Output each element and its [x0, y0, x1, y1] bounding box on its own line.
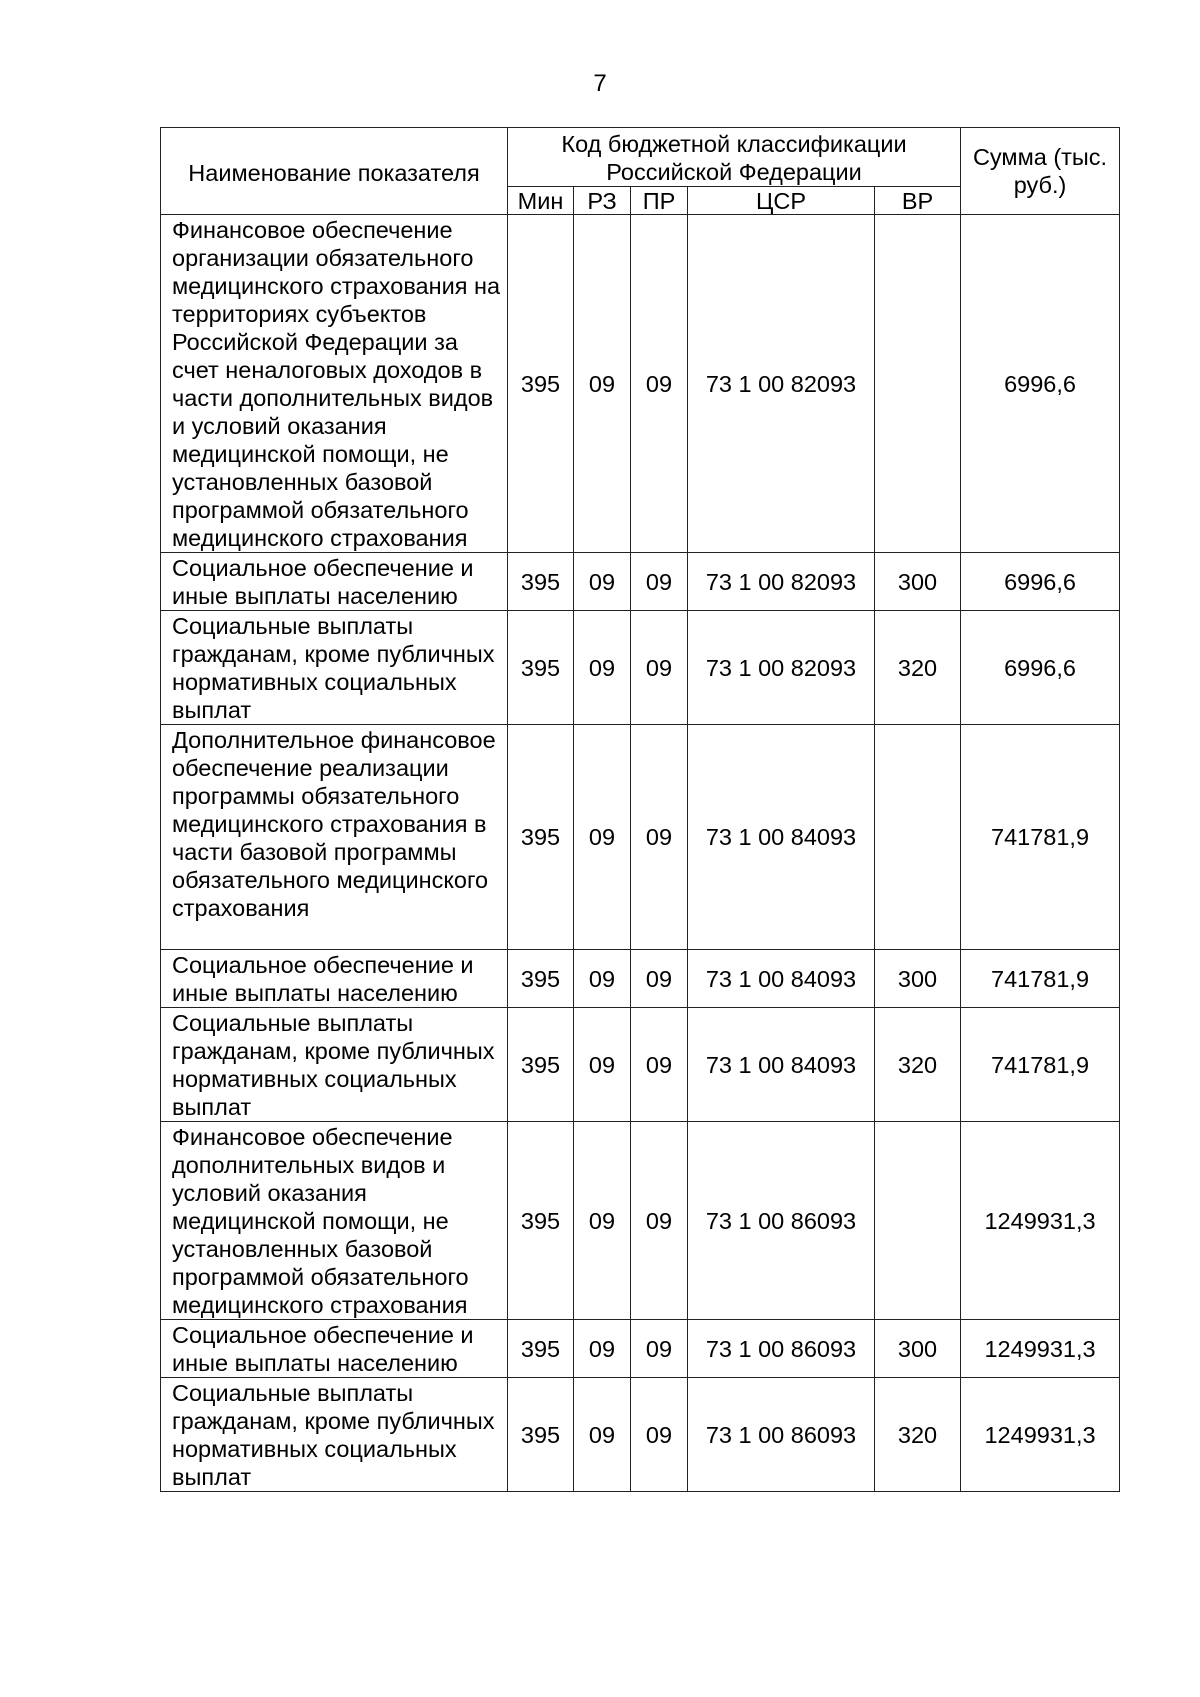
- row-rz: 09: [574, 725, 631, 950]
- row-sum: 1249931,3: [961, 1122, 1120, 1320]
- row-min: 395: [508, 1320, 574, 1378]
- header-csr: ЦСР: [688, 187, 875, 215]
- row-vr: [875, 725, 961, 950]
- row-rz: 09: [574, 553, 631, 611]
- row-vr: 300: [875, 950, 961, 1008]
- row-vr: 320: [875, 1378, 961, 1492]
- row-csr: 73 1 00 86093: [688, 1378, 875, 1492]
- row-min: 395: [508, 725, 574, 950]
- row-name: Социальное обеспечение и иные выплаты населению: [161, 1320, 508, 1378]
- row-rz: 09: [574, 1378, 631, 1492]
- row-csr: 73 1 00 84093: [688, 950, 875, 1008]
- header-code-group: Код бюджетной классификации Российской Федерации: [508, 128, 961, 187]
- page-number: 7: [593, 70, 607, 97]
- row-pr: 09: [631, 611, 688, 725]
- row-pr: 09: [631, 1122, 688, 1320]
- row-pr: 09: [631, 1378, 688, 1492]
- header-name: Наименование показателя: [161, 128, 508, 215]
- row-min: 395: [508, 1122, 574, 1320]
- row-sum: 1249931,3: [961, 1320, 1120, 1378]
- budget-table: [160, 127, 1120, 1492]
- row-sum: 741781,9: [961, 950, 1120, 1008]
- table-row: [161, 950, 1120, 1008]
- row-name: Социальное обеспечение и иные выплаты населению: [161, 950, 508, 1008]
- table-row: [161, 725, 1120, 950]
- row-name: Дополнительное финансовое обеспечение реализации программы обязательного медицинского страхования в части базовой программы обязательного медицинского страхования: [161, 725, 508, 950]
- row-min: 395: [508, 215, 574, 553]
- row-sum: 741781,9: [961, 725, 1120, 950]
- row-name: Финансовое обеспечение организации обязательного медицинского страхования на территориях субъектов Российской Федерации за счет неналоговых доходов в части дополнительных видов и условий оказания медицинской помощи, не установленных базовой программой обязательного медицинского страхования: [161, 215, 508, 553]
- header-rz: РЗ: [574, 187, 631, 215]
- row-pr: 09: [631, 1008, 688, 1122]
- row-pr: 09: [631, 1320, 688, 1378]
- row-min: 395: [508, 950, 574, 1008]
- header-vr: ВР: [875, 187, 961, 215]
- row-rz: 09: [574, 215, 631, 553]
- row-csr: 73 1 00 82093: [688, 215, 875, 553]
- row-vr: 320: [875, 1008, 961, 1122]
- row-vr: [875, 215, 961, 553]
- row-name: Социальные выплаты гражданам, кроме публичных нормативных социальных выплат: [161, 1378, 508, 1492]
- row-name: Финансовое обеспечение дополнительных видов и условий оказания медицинской помощи, не установленных базовой программой обязательного медицинского страхования: [161, 1122, 508, 1320]
- row-name: Социальные выплаты гражданам, кроме публичных нормативных социальных выплат: [161, 611, 508, 725]
- row-name: Социальное обеспечение и иные выплаты населению: [161, 553, 508, 611]
- row-vr: [875, 1122, 961, 1320]
- row-rz: 09: [574, 1122, 631, 1320]
- row-rz: 09: [574, 611, 631, 725]
- row-pr: 09: [631, 215, 688, 553]
- row-min: 395: [508, 553, 574, 611]
- row-csr: 73 1 00 84093: [688, 725, 875, 950]
- table-row: [161, 611, 1120, 725]
- row-min: 395: [508, 611, 574, 725]
- row-sum: 6996,6: [961, 611, 1120, 725]
- table-row: [161, 215, 1120, 553]
- row-min: 395: [508, 1378, 574, 1492]
- row-sum: 741781,9: [961, 1008, 1120, 1122]
- row-sum: 1249931,3: [961, 1378, 1120, 1492]
- row-csr: 73 1 00 82093: [688, 553, 875, 611]
- row-csr: 73 1 00 84093: [688, 1008, 875, 1122]
- row-rz: 09: [574, 1008, 631, 1122]
- row-pr: 09: [631, 725, 688, 950]
- table-row: [161, 1378, 1120, 1492]
- row-pr: 09: [631, 553, 688, 611]
- table-row: [161, 1008, 1120, 1122]
- row-csr: 73 1 00 86093: [688, 1320, 875, 1378]
- table-row: [161, 1320, 1120, 1378]
- row-sum: 6996,6: [961, 553, 1120, 611]
- row-csr: 73 1 00 86093: [688, 1122, 875, 1320]
- row-csr: 73 1 00 82093: [688, 611, 875, 725]
- row-min: 395: [508, 1008, 574, 1122]
- row-rz: 09: [574, 1320, 631, 1378]
- header-min: Мин: [508, 187, 574, 215]
- table-row: [161, 1122, 1120, 1320]
- row-rz: 09: [574, 950, 631, 1008]
- header-pr: ПР: [631, 187, 688, 215]
- header-sum: Сумма (тыс. руб.): [961, 128, 1120, 215]
- row-vr: 300: [875, 553, 961, 611]
- row-sum: 6996,6: [961, 215, 1120, 553]
- row-pr: 09: [631, 950, 688, 1008]
- table-row: [161, 553, 1120, 611]
- row-vr: 320: [875, 611, 961, 725]
- row-vr: 300: [875, 1320, 961, 1378]
- row-name: Социальные выплаты гражданам, кроме публичных нормативных социальных выплат: [161, 1008, 508, 1122]
